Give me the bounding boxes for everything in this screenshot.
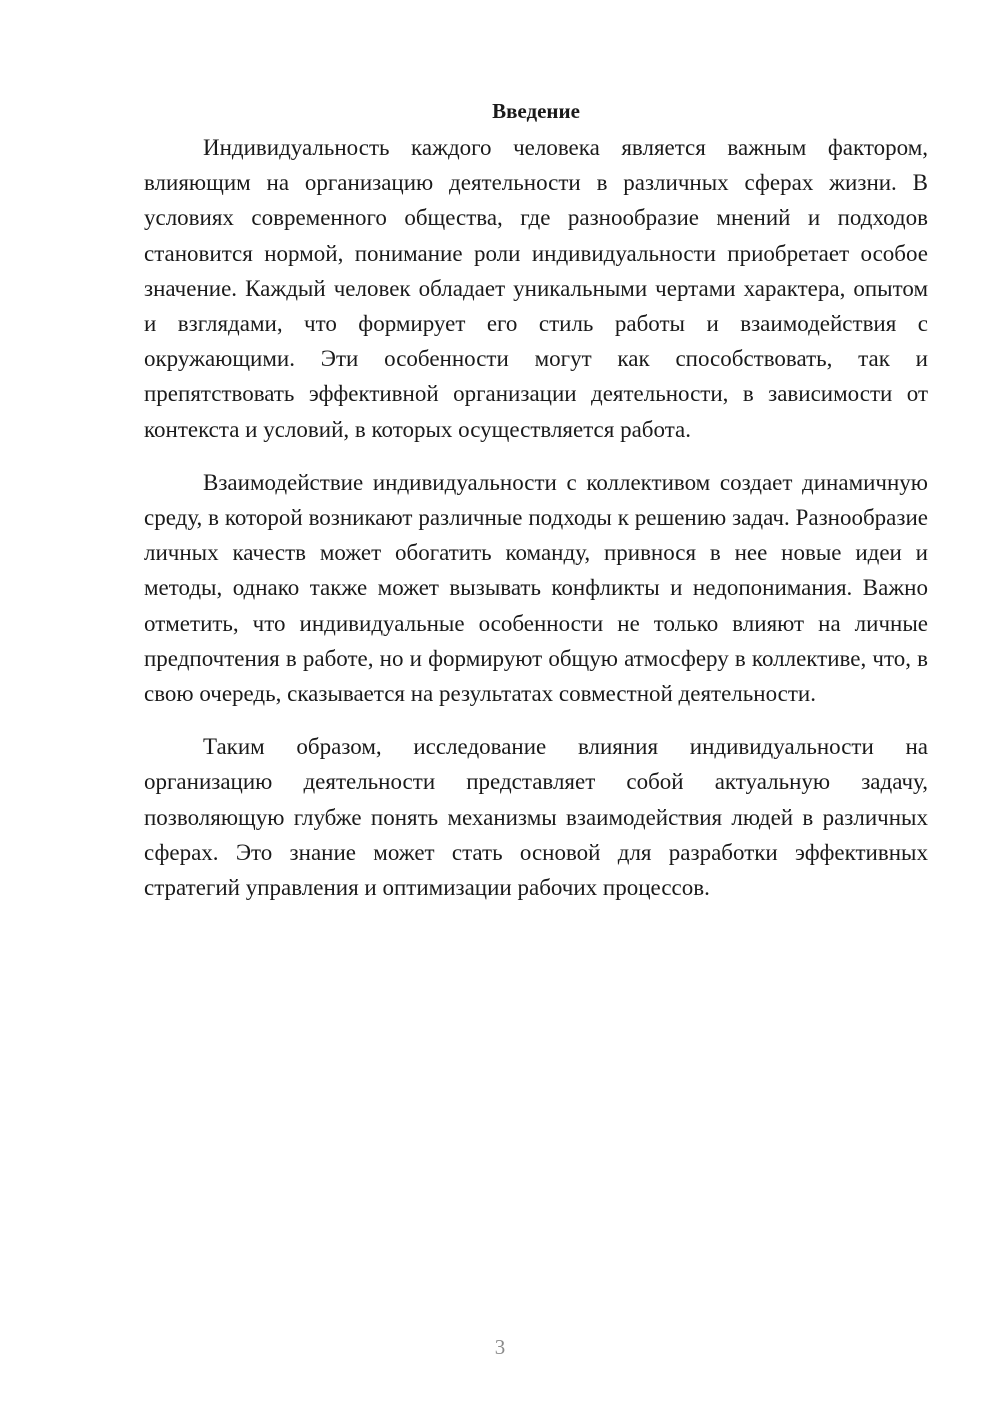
page-number: 3 (494, 1335, 506, 1359)
paragraph-1: Индивидуальность каждого человека является важным фактором, влияющим на организацию деятельности в различных сферах жизни. В условиях современного общества, где разнообразие мнений и подходов становится нормой, понимание роли индивидуальности приобретает особое значение. Каждый человек обладает уникальными чертами характера, опытом и взглядами, что формирует его стиль работы и взаимодействия с окружающими. Эти особенности могут как способствовать, так и препятствовать эффективной организации деятельности, в зависимости от контекста и условий, в которых осуществляется работа. (144, 135, 928, 442)
section-title: Введение (492, 99, 580, 123)
paragraph-3: Таким образом, исследование влияния индивидуальности на организацию деятельности представляет собой актуальную задачу, позволяющую глубже понять механизмы взаимодействия людей в различных сферах. Это знание может стать основой для разработки эффективных стратегий управления и оптимизации рабочих процессов. (144, 734, 928, 901)
page-content (144, 94, 928, 923)
paragraph-2: Взаимодействие индивидуальности с коллективом создает динамичную среду, в которой возникают различные подходы к решению задач. Разнообразие личных качеств может обогатить команду, привнося в нее новые идеи и методы, однако также может вызывать конфликты и недопонимания. Важно отметить, что индивидуальные особенности не только влияют на личные предпочтения в работе, но и формируют общую атмосферу в коллективе, что, в свою очередь, сказывается на результатах совместной деятельности. (144, 469, 928, 707)
